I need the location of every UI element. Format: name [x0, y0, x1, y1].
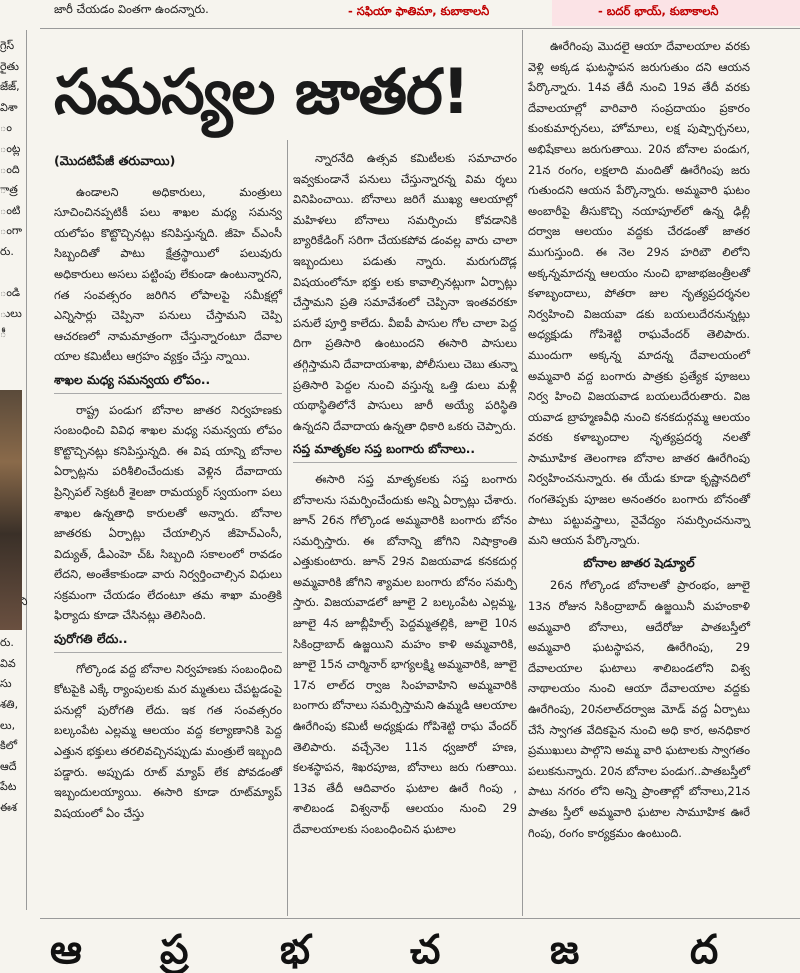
continuation-label: (మొదటిపేజీ తరువాయి) — [54, 153, 176, 168]
left-column-fragment: ీ — [0, 327, 7, 341]
article-column-3 — [528, 36, 750, 916]
left-column-fragment: ఈశ — [0, 800, 17, 814]
left-column-fragment — [0, 366, 22, 387]
letter-byline-right: - బదర్ భాయ్, కుబాకాలనీ — [598, 4, 719, 18]
left-column-fragment: శతి, — [0, 698, 19, 711]
schedule-heading: బోనాల జాతర షెడ్యూల్ — [583, 555, 695, 570]
left-column-fragment: ంగా — [0, 224, 23, 238]
left-column-fragment: రు. — [0, 636, 14, 650]
left-column-fragment: ులు — [0, 306, 22, 320]
left-column-fragment: ంది — [0, 162, 20, 176]
left-column-fragment: ం — [0, 121, 12, 135]
subheading: శాఖల మధ్య సమన్వయ లోపం.. — [54, 370, 282, 394]
next-headline-glyph: ప్ర — [160, 927, 189, 973]
letter-byline: - సఫియా ఫాతిమా, కుబాకాలనీ — [348, 4, 490, 18]
top-divider — [40, 28, 800, 29]
next-headline-glyph: ఆ — [50, 927, 82, 973]
left-column-fragment: జేజ్, — [0, 80, 20, 94]
left-column-fragment — [0, 345, 22, 366]
left-column-fragment: రు. — [0, 244, 14, 258]
left-column-fragment: రైతు — [0, 59, 19, 73]
paragraph: గోల్కొండ వద్ద బోనాల నిర్వహణకు సంబంధించి కోటపైకి ఎక్కే ర్యాంపులకు మర మ్మతులు చేపట్టడంపై పనుల్లో పురోగతి లేదు. ఇక గత సంవత్సరం బల్కంపేట ఎల్లమ్మ ఆలయం వద్ద కల్యాణానికి పెద్ద ఎత్తున భక్తులు తరలివచ్చినప్పుడు మంత్రులే ఇబ్బంది పడ్డారు. అప్పుడు రూట్ మ్యాప్ లేక పోవడంతో ఇబ్బందులయ్యాయి. ఈసారి కూడా రూట్‌మ్యాప్ విషయంలో ఏం చేస్తు — [54, 661, 282, 820]
left-column-fragment: పేట — [0, 780, 17, 794]
next-headline-glyph: ద — [690, 927, 719, 973]
headline: సమస్యల జాతర! — [54, 55, 470, 128]
left-column-fragment: ండి — [0, 286, 21, 300]
left-column-fragment: సు — [0, 677, 12, 691]
previous-article-fragment: జారీ చేయడం వింతగా ఉందన్నారు. — [54, 2, 209, 16]
paragraph: ఈసారి సప్త మాతృకలకు సప్త బంగారు బోనాలను సమర్పించేందుకు అన్ని ఏర్పాట్లు చేశారు. జూన్ 26న గోల్కొండ అమ్మవారికి బంగారు బోనం సమర్పిస్తారు. ఈ బోనాన్ని జోగిని నిషాక్రాంతి ఎత్తుకుంటారు. జూన్ 29న విజయవాడ కనకదుర్గ అమ్మవారికి జోగిని శ్యామల బంగారు బోనం సమర్పి స్తారు. విజయవాడలో జూలై 2 బల్కంపేట ఎల్లమ్మ, జూలై 4న జూబ్లీహిల్స్ పెద్దమ్మతల్లికి, జూలై 10న సికింద్రాబాద్ ఉజ్జయిని మహం కాళి అమ్మవారికి, జూలై 15న చార్మినార్ భాగ్యలక్ష్మి అమ్మవారికి, జూలై 17న లాల్‌ద ర్వాజ సింహవాహిని అమ్మవారికి బంగారు బోనాలు సమర్పిస్తామని ఉమ్మడి ఆలయాల ఊరేగింపు కమిటీ అధ్యక్షుడు గోపిశెట్టి రాఘ వేందర్ తెలిపారు. వచ్చేనెల 11న ధ్వజారో హణ, కలశస్థాపన, శిఖరపూజ, బోనాలు జరు గుతాయి. 13వ తేదీ ఆదివారం ఘటాల ఊరే గింపు , శాలిబండ విశ్వనాథ్ ఆలయం నుంచి 29 దేవాలయాలకు సంబంధించిన ఘటాల — [293, 471, 517, 836]
article-column-1 — [54, 148, 282, 916]
cropped-photo — [0, 390, 22, 630]
column-divider — [522, 30, 523, 916]
left-column-fragment: లు, — [0, 718, 16, 732]
next-headline-glyph: భ — [280, 927, 310, 973]
left-column-fragment — [0, 263, 22, 284]
left-column-fragment: గ్రెస్ — [0, 39, 15, 52]
subheading: పురోగతి లేదు.. — [54, 629, 282, 653]
left-column-fragment: ంటి — [0, 203, 21, 217]
article-column-2 — [293, 148, 517, 916]
bottom-divider — [40, 918, 800, 919]
next-headline-glyph: జ — [550, 927, 580, 973]
left-column-fragment: ఆదే — [0, 759, 17, 773]
left-column-fragment: ంట్ల — [0, 141, 21, 155]
left-column-fragment: ాత్ర — [0, 183, 18, 197]
paragraph: ఉండాలని అధికారులు, మంత్రులు సూచించినప్పటికీ పలు శాఖల మధ్య సమన్వ యలోపం కొట్టొచ్చినట్లు కనిపిస్తున్నది. జీహె చ్ఎంసీ సిబ్బందితో పాటు క్షేత్రస్థాయిలో పలువురు అధికారులు అసలు పట్టింపు లేకుండా ఉంటున్నారని, గత సంవత్సరం జరిగిన లోపాలపై సమీక్షల్లో ఎన్నిసార్లు చెప్పినా పనులు చేస్తామని చెప్పి ఆచరణలో నామమాత్రంగా చేస్తున్నారంటూ దేవాల యాల కమిటీలు ఆగ్రహం వ్యక్తం చేస్తు న్నాయి. — [54, 184, 282, 364]
paragraph: న్నారనేది ఉత్సవ కమిటీలకు సమాచారం ఇవ్వకుండానే పనులు చేస్తున్నారన్న విమ ర్శలు వినిపించాయి. బోనాలు జరిగే ముఖ్య ఆలయాల్లో మహిళలు బోనాలు సమర్పించు కోవడానికి బ్యారికేడింగ్ సరిగా చేయకపోవ డంవల్ల వారు చాలా ఇబ్బందులు పడుతు న్నారు. మరుగుదొడ్ల విషయంలోనూ భక్తు లకు కావాల్సినట్లుగా ఏర్పాట్లు చేస్తామని ప్రతి సమావేశంలో చెప్పినా ఇంతవరకూ పనులే పూర్తి కాలేదు. వీఐపీ పాసుల గోల చాలా పెద్ద దిగా ప్రతిసారి ఉంటుందని ఈసారి పాసులు తగ్గిస్తామని దేవాదాయశాఖ, పోలీసులు చెబు తున్నా ప్రతిసారి పెద్దల నుంచి వస్తున్న ఒత్తి డులు మళ్లీ యథాస్థితిలోనే పాసులు జారీ అయ్యే పరిస్థితి ఉన్నదని దేవాదాయ ఉన్నతా ధికారి ఒకరు చెప్పారు. — [293, 151, 518, 433]
left-column-fragment: విశా — [0, 100, 18, 114]
next-headline-fragment — [50, 927, 800, 973]
paragraph: ఊరేగింపు మొదలై ఆయా దేవాలయాల వరకు వెళ్లి అక్కడ ఘటస్థాపన జరుగుతుం దని ఆయన పేర్కొన్నారు. 14వ తేదీ నుంచి 19వ తేదీ వరకు దేవాలయాల్లో వారివారి సంప్రదాయం ప్రకారం కుంకుమార్చనలు, హోమాలు, లక్ష పుష్పార్చనలు, అభిషేకాలు జరుగుతాయి. 20న బోనాల పండుగ, 21న రంగం, లక్షలాది మందితో ఊరేగింపు జరు గుతుందని ఆయన పేర్కొన్నారు. అమ్మవారి ఘటం అంబారీపై తీసుకొచ్చి నయాపూల్‌లో ఉన్న ఢిల్లీ దర్వాజ ఆలయం వద్దకు చేరడంతో జాతర ముగుస్తుంది. ఈ నెల 29న హరిబౌ లిలోని అక్కన్నమాదన్న ఆలయం నుంచి భాజాభజంత్రీలతో కళాబృందాలు, పోతరా జుల నృత్యప్రదర్శనల నిర్వహించి విజయవా డకు బయలుదేరనున్నట్లు అధ్యక్షుడు గోపిశెట్టి రాఘవేందర్ తెలిపారు. ముందుగా అక్కన్న మాదన్న దేవాలయంలో అమ్మవారి వద్ద బంగారు పాత్రకు ప్రత్యేక పూజలు నిర్వ హించి విజయవాడ బయలుదేరుతారు. విజ యవాడ బ్రాహ్మణవీధి నుంచి కనకదుర్గమ్మ ఆలయం వరకు కళాబృందాల నృత్యప్రదర్శ నలతో సామూహిక తెలంగాణ బోనాల జాతర ఊరేగింపు నిర్వహించనున్నారు. ఈ యేడు కూడా కృష్ణానదిలో గంగతెప్పకు పూజల అనంతరం బంగారు బోనంతో పాటు పట్టువస్త్రాలు, నైవేద్యం సమర్పించనున్నా మని ఆయన పేర్కొన్నారు. — [528, 39, 750, 548]
left-column-divider — [26, 30, 27, 910]
subheading: సప్త మాతృకల సప్త బంగారు బోనాలు.. — [293, 439, 517, 463]
column-divider — [287, 140, 288, 916]
paragraph: 26న గోల్కొండ బోనాలతో ప్రారంభం, జూలై 13న రోజున సికింద్రాబాద్ ఉజ్జయినీ మహంకాళి అమ్మవారి బోనాలు, ఆదేరోజు పాతబస్తీలో అమ్మవారి ఘటస్థాపన, ఊరేగింపు, 29 దేవాలయాల ఘటాలు శాలిబండలోని విశ్వ నాథాలయం నుంచి ఆయా దేవాలయాల వద్దకు ఊరేగింపు, 20నలాల్‌దర్వాజ మోడ్ వద్ద ఏర్పాటు చేసే స్వాగత వేదికపైన నుంచి అధి కార, అనధికార ప్రముఖులు పాల్గొని అమ్మ వారి ఘటాలకు స్వాగతం పలుకనున్నారు. 20న బోనాల పండుగ..పాతబస్తీలో పాటు నగరం లోని అన్ని ప్రాంతాల్లో బోనాలు,21న పాతబ స్తీలో అమ్మవారి ఘటాల సామూహిక ఊరే గింపు, రంగం కార్యక్రమం ఉంటుంది. — [528, 578, 750, 840]
left-column-fragment: కిలో — [0, 739, 18, 753]
next-headline-glyph: చ — [410, 927, 441, 973]
paragraph: రాష్ట్ర పండుగ బోనాల జాతర నిర్వహణకు సంబంధించి వివిధ శాఖల మధ్య సమన్వయ లోపం కొట్టొచ్చినట్లు కనిపిస్తున్నది. ఈ విష యాన్ని బోనాల ఏర్పాట్లను పరిశీలించేందుకు వెళ్లిన దేవాదాయ ప్రిన్సిపల్ సెక్రటరీ శైలజా రామయ్యర్ స్వయంగా పలు శాఖల ఉన్నతాధి కారులతో అన్నారు. బోనాల జాతరకు ఏర్పాట్లు చేయాల్సిన జీహెచ్ఎంసీ, విద్యుత్, డీఎంహె చ్ఓ సిబ్బంది సకాలంలో రావడం లేదని, అంతేకాకుండా వారు నిర్వర్తించాల్సిన విధులు సక్రమంగా చేయడం లేదంటూ తమ శాఖా మంత్రికి ఫిర్యాదు కూడా చేసినట్లు తెలిసింది. — [54, 402, 282, 623]
left-column-fragment: వివ — [0, 656, 16, 670]
